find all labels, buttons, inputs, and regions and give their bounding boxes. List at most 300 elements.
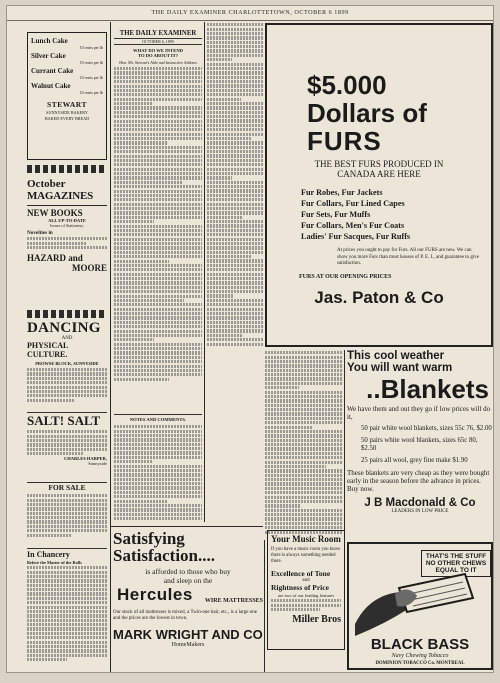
text-line xyxy=(207,128,263,131)
hercules-ad xyxy=(113,530,263,670)
furs-item: Fur Collars, Fur Lined Capes xyxy=(301,199,405,208)
text-line xyxy=(207,154,263,157)
text-line xyxy=(114,71,202,74)
text-line xyxy=(114,185,202,188)
text-line xyxy=(114,194,202,197)
text-line xyxy=(207,268,263,271)
text-line xyxy=(265,373,343,376)
text-line xyxy=(265,369,343,372)
text-line xyxy=(114,451,202,454)
music-and: and xyxy=(302,578,310,583)
text-line xyxy=(114,365,202,368)
october-ad xyxy=(27,178,107,310)
text-line xyxy=(265,461,343,464)
text-line xyxy=(265,509,343,512)
notes-title: NOTES AND COMMENTS. xyxy=(114,414,202,422)
for-sale-ad xyxy=(27,482,107,547)
lower-news-column xyxy=(265,350,343,540)
furs-item: Ladies' Fur Sacques, Fur Ruffs xyxy=(301,232,411,241)
text-line xyxy=(207,194,263,197)
tobacco-banner1: THAT'S THE STUFF xyxy=(425,553,487,560)
text-line xyxy=(265,496,343,499)
text-line xyxy=(207,273,263,276)
text-line xyxy=(207,229,263,232)
page-masthead: THE DAILY EXAMINER CHARLOTTETOWN, OCTOBER 6 1899 xyxy=(7,6,493,21)
text-line xyxy=(207,329,263,332)
text-line xyxy=(265,412,343,415)
blankets-line2: You will want warm xyxy=(347,362,453,374)
tobacco-ad xyxy=(347,542,493,670)
text-line xyxy=(265,478,343,481)
text-line xyxy=(114,163,202,166)
text-line xyxy=(207,181,263,184)
text-line xyxy=(207,251,263,254)
text-line xyxy=(114,430,202,433)
cake-item: Lunch Cake xyxy=(31,37,68,45)
cake-item: Silver Cake xyxy=(31,52,66,60)
hazard-line1: HAZARD and xyxy=(27,253,83,264)
text-line xyxy=(114,128,202,131)
text-line xyxy=(207,146,263,149)
novelties: Novelties in xyxy=(27,230,53,236)
text-line xyxy=(114,67,202,70)
text-line xyxy=(207,312,263,315)
text-line xyxy=(207,224,263,227)
cake-vendor: STEWART xyxy=(47,100,87,109)
text-line xyxy=(114,321,202,324)
hazard-line2: MOORE xyxy=(72,263,107,274)
cake-ad xyxy=(27,32,107,160)
text-line xyxy=(207,233,263,236)
text-line xyxy=(114,513,202,516)
text-line xyxy=(207,54,263,57)
hercules-line3: is afforded to those who buy xyxy=(145,567,231,576)
tobacco-maker: DOMINION TOBACCO Co. MONTREAL xyxy=(375,661,465,666)
text-line xyxy=(114,325,202,328)
text-line xyxy=(207,281,263,284)
text-line xyxy=(114,211,202,214)
text-line xyxy=(114,360,202,363)
text-line xyxy=(114,308,202,311)
text-line xyxy=(265,522,343,525)
text-line xyxy=(207,255,251,258)
hercules-line1: Satisfying xyxy=(113,529,185,548)
text-line xyxy=(114,141,168,144)
text-line xyxy=(114,438,202,441)
text-line xyxy=(114,343,202,346)
text-line xyxy=(207,124,263,127)
text-line xyxy=(114,517,202,520)
text-line xyxy=(265,364,343,367)
editorial-head1: WHAT DO WE INTEND xyxy=(133,48,183,53)
newspaper-page xyxy=(6,5,494,673)
text-line xyxy=(207,67,263,70)
hand-holding-plug-illustration xyxy=(355,564,485,636)
text-line xyxy=(114,434,202,437)
text-line xyxy=(114,229,202,232)
hercules-brand-sub: WIRE MATTRESSES xyxy=(204,598,263,604)
text-line xyxy=(114,491,202,494)
editorial-title: THE DAILY EXAMINER xyxy=(119,30,197,37)
cake-price: 10 cents per lb xyxy=(79,75,103,80)
text-line xyxy=(114,273,202,276)
text-line xyxy=(265,356,343,359)
text-line xyxy=(114,373,202,376)
text-line xyxy=(265,434,343,437)
text-line xyxy=(207,150,263,153)
text-line xyxy=(114,299,184,302)
text-line xyxy=(207,49,263,52)
furs-opening: FURS AT OUR OPENING PRICES xyxy=(299,273,392,280)
text-line xyxy=(114,190,202,193)
text-line xyxy=(114,220,154,223)
cake-item: Walnut Cake xyxy=(31,82,71,90)
text-line xyxy=(114,347,202,350)
text-line xyxy=(114,93,202,96)
text-line xyxy=(114,85,202,88)
text-line xyxy=(207,338,263,341)
text-line xyxy=(207,80,263,83)
text-line xyxy=(114,76,202,79)
blankets-tagline: LEADERS IN LOW PRICE xyxy=(391,509,449,514)
text-line xyxy=(265,404,343,407)
text-line xyxy=(207,76,263,79)
cake-price: 10 cents per lb xyxy=(79,45,103,50)
blankets-intro: We have them and out they go if low prices will do it, xyxy=(347,405,491,421)
news-column xyxy=(207,22,263,352)
text-line xyxy=(114,303,202,306)
text-line xyxy=(265,377,343,380)
for-sale-title: FOR SALE xyxy=(48,483,86,492)
text-line xyxy=(114,155,202,158)
text-line xyxy=(207,185,263,188)
hercules-body: Our stock of all mattresses is mixed, a Twin-one hair, etc., is a large one and the prices are the lowest in town. xyxy=(113,610,257,622)
text-line xyxy=(265,386,299,389)
text-line xyxy=(207,111,263,114)
text-line xyxy=(265,382,343,385)
text-line xyxy=(207,343,263,346)
cake-price: 10 cents per lb xyxy=(79,90,103,95)
chancery-notice xyxy=(27,548,107,672)
text-line xyxy=(207,93,263,96)
cake-item: Currant Cake xyxy=(31,67,74,75)
text-line xyxy=(114,264,202,267)
text-line xyxy=(114,181,183,184)
text-line xyxy=(207,115,263,118)
hercules-line4: and sleep on the xyxy=(163,576,213,585)
text-line xyxy=(114,268,202,271)
text-line xyxy=(265,526,343,529)
chancery-title: In Chancery xyxy=(27,550,70,559)
text-line xyxy=(265,417,343,420)
text-line xyxy=(114,225,202,228)
blankets-line1: This cool weather xyxy=(347,350,445,362)
hercules-homemakers: HomeMakers xyxy=(171,641,205,648)
text-line xyxy=(114,286,202,289)
text-line xyxy=(207,137,251,140)
text-line xyxy=(114,281,202,284)
text-line xyxy=(207,98,241,101)
text-line xyxy=(207,259,263,262)
cake-tagline: BAKED EVERY BREAD xyxy=(44,116,90,121)
text-line xyxy=(265,439,343,442)
text-line xyxy=(114,233,202,236)
blankets-ad xyxy=(347,350,493,540)
furs-word: FURS xyxy=(307,126,382,156)
text-line xyxy=(207,89,263,92)
text-line xyxy=(207,133,263,136)
text-line xyxy=(114,356,202,359)
furs-ad xyxy=(265,23,493,347)
text-line xyxy=(265,391,343,394)
text-line xyxy=(265,443,343,446)
text-line xyxy=(114,238,202,241)
text-line xyxy=(207,159,263,162)
text-line xyxy=(265,452,343,455)
text-line xyxy=(114,246,202,249)
text-line xyxy=(265,399,343,402)
text-line xyxy=(207,198,263,201)
editorial-date: OCTOBER 6, 1899 xyxy=(114,38,202,45)
text-line xyxy=(114,316,202,319)
text-line xyxy=(114,150,202,153)
text-line xyxy=(207,203,263,206)
text-line xyxy=(265,469,343,472)
text-line xyxy=(114,137,202,140)
text-line xyxy=(207,28,263,31)
text-line xyxy=(207,84,263,87)
text-line xyxy=(265,482,343,485)
text-line xyxy=(207,189,263,192)
text-line xyxy=(114,500,168,503)
text-line xyxy=(114,120,202,123)
text-line xyxy=(114,486,202,489)
text-line xyxy=(207,246,263,249)
cake-bakery: SUNNYSIDE BAKERY xyxy=(46,110,88,115)
text-line xyxy=(114,242,202,245)
text-line xyxy=(265,491,343,494)
cake-price: 10 cents per lb xyxy=(79,60,103,65)
furs-prices: At prices you ought to pay for Furs. All our FURS are new. We can show you more Furs than most houses of P. E. I., and guarantee to give satisfaction. xyxy=(337,248,479,267)
editorial-head3: Hon. Mr. Stewart's Able and Instructive Address xyxy=(119,60,197,65)
furs-item: Fur Sets, Fur Muffs xyxy=(301,210,371,219)
text-line xyxy=(265,447,343,450)
editorial-head2: TO DO ABOUT IT? xyxy=(137,53,179,58)
text-line xyxy=(114,478,202,481)
text-line xyxy=(114,111,202,114)
furs-item: Fur Collars, Men's Fur Coats xyxy=(301,221,405,230)
text-line xyxy=(114,473,202,476)
furs-amount: $5.000 xyxy=(307,70,387,100)
music-excellence: Excellence of Tone xyxy=(271,569,331,578)
text-line xyxy=(114,369,202,372)
music-ad xyxy=(267,530,345,650)
text-line xyxy=(114,102,153,105)
text-line xyxy=(114,456,202,459)
ornament-border xyxy=(27,165,107,173)
text-line xyxy=(114,312,202,315)
music-company: Miller Bros xyxy=(292,614,341,626)
text-line xyxy=(265,351,343,354)
dancing-and: AND xyxy=(61,336,73,341)
hercules-brand: Hercules xyxy=(117,585,193,604)
music-title: Your Music Room xyxy=(271,534,341,544)
text-line xyxy=(207,71,263,74)
text-line xyxy=(207,308,263,311)
text-line xyxy=(114,146,202,149)
text-line xyxy=(207,172,263,175)
text-line xyxy=(207,325,263,328)
text-line xyxy=(207,277,263,280)
text-line xyxy=(114,290,202,293)
dancing-location: PROWSE BLOCK, SUNNYSIDE xyxy=(35,361,99,366)
text-line xyxy=(207,316,263,319)
text-line xyxy=(114,124,202,127)
tobacco-brand: BLACK BASS xyxy=(370,636,470,653)
text-line xyxy=(207,216,242,219)
text-line xyxy=(114,295,202,298)
salt-ad xyxy=(27,412,107,481)
text-line xyxy=(265,408,343,411)
salt-place: Sunnyside xyxy=(88,461,107,467)
text-line xyxy=(207,36,263,39)
music-rightness: Rightness of Price xyxy=(271,583,329,592)
text-line xyxy=(265,430,343,433)
text-line xyxy=(114,460,153,463)
text-line xyxy=(265,513,343,516)
text-line xyxy=(265,474,343,477)
text-line xyxy=(207,41,263,44)
text-line xyxy=(207,290,263,293)
text-line xyxy=(207,102,263,105)
salt-title: SALT! SALT xyxy=(27,413,101,428)
text-line xyxy=(265,360,343,363)
text-line xyxy=(265,487,343,490)
text-line xyxy=(207,58,232,61)
text-line xyxy=(114,447,202,450)
text-line xyxy=(207,106,263,109)
text-line xyxy=(114,216,202,219)
blankets-company: J B Macdonald & Co xyxy=(364,497,476,509)
furs-slogan1: THE BEST FURS PRODUCED IN xyxy=(314,159,444,169)
text-line xyxy=(207,45,263,48)
text-line xyxy=(207,242,263,245)
text-line xyxy=(207,286,263,289)
text-line xyxy=(114,115,202,118)
text-line xyxy=(207,299,263,302)
books-sub: ALL UP-TO-DATE xyxy=(48,218,86,223)
text-line xyxy=(265,504,300,507)
text-line xyxy=(265,456,343,459)
text-line xyxy=(265,500,343,503)
text-line xyxy=(207,303,263,306)
text-line xyxy=(207,63,263,66)
october-title: October xyxy=(27,178,66,190)
text-line xyxy=(207,238,263,241)
text-line xyxy=(114,443,202,446)
tobacco-banner3: EQUAL TO IT xyxy=(435,567,477,574)
new-books-title: NEW BOOKS xyxy=(27,208,83,218)
furs-company: Jas. Paton & Co xyxy=(314,287,444,307)
blankets-note: These blankets are very cheap as they were bought early in the season before the advance in prices. Buy now. xyxy=(347,469,490,493)
text-line xyxy=(114,260,169,263)
text-line xyxy=(114,172,202,175)
blankets-row: 25 pairs all wool, grey fine make $1.90 xyxy=(361,457,468,464)
dancing-ad xyxy=(27,320,107,410)
text-line xyxy=(207,23,263,26)
text-line xyxy=(114,176,202,179)
text-line xyxy=(114,330,202,333)
text-line xyxy=(114,203,202,206)
tobacco-brand-sub: Navy Chewing Tobacco xyxy=(391,653,449,659)
blankets-word: ..Blankets xyxy=(366,374,489,404)
blankets-row: 50 pair white wool blankets, sizes 55c 76, $2.00 xyxy=(361,425,492,432)
text-line xyxy=(114,106,202,109)
books-note: Issues of Stationery, xyxy=(50,223,84,228)
text-line xyxy=(265,395,343,398)
text-line xyxy=(114,338,154,341)
music-note: are two of our leading features xyxy=(277,593,335,598)
text-line xyxy=(114,334,202,337)
text-line xyxy=(207,163,263,166)
text-line xyxy=(114,495,202,498)
hercules-company: MARK WRIGHT AND CO xyxy=(113,626,263,642)
left-column xyxy=(27,22,107,672)
tobacco-banner2: NO OTHER CHEWS xyxy=(425,560,487,567)
text-line xyxy=(207,119,263,122)
text-line xyxy=(265,421,343,424)
text-line xyxy=(207,220,263,223)
editorial-body xyxy=(114,67,202,381)
text-line xyxy=(265,465,326,468)
text-line xyxy=(114,159,202,162)
magazines-title: MAGAZINES xyxy=(27,190,94,202)
text-line xyxy=(114,469,202,472)
text-line xyxy=(265,426,313,429)
text-line xyxy=(114,378,169,381)
hercules-line2: Satisfaction.... xyxy=(113,546,215,565)
text-line xyxy=(207,32,263,35)
text-line xyxy=(207,168,263,171)
editorial-column xyxy=(114,22,202,522)
text-line xyxy=(207,207,263,210)
text-line xyxy=(207,211,263,214)
text-line xyxy=(114,351,202,354)
furs-slogan2: CANADA ARE HERE xyxy=(337,169,421,179)
text-line xyxy=(207,264,263,267)
text-line xyxy=(114,277,202,280)
dancing-title: DANCING xyxy=(27,320,101,336)
text-line xyxy=(265,517,343,520)
blankets-row: 50 pairs white wool blankets, sizes 65c 80, $2.50 xyxy=(361,437,478,452)
text-line xyxy=(207,294,233,297)
text-line xyxy=(114,198,202,201)
music-body: If you have a music room you know there is always something needed there. xyxy=(271,547,341,564)
text-line xyxy=(114,425,202,428)
text-line xyxy=(114,508,202,511)
text-line xyxy=(114,482,202,485)
salt-seller: CHARLES HARPER, xyxy=(63,456,107,462)
physical-culture: PHYSICAL CULTURE. xyxy=(27,341,68,359)
text-line xyxy=(114,504,202,507)
furs-dollars: Dollars of xyxy=(307,98,427,128)
text-line xyxy=(114,133,202,136)
text-line xyxy=(207,321,263,324)
text-line xyxy=(207,141,263,144)
furs-item: Fur Robes, Fur Jackets xyxy=(301,188,383,197)
text-line xyxy=(114,89,202,92)
text-line xyxy=(114,255,202,258)
